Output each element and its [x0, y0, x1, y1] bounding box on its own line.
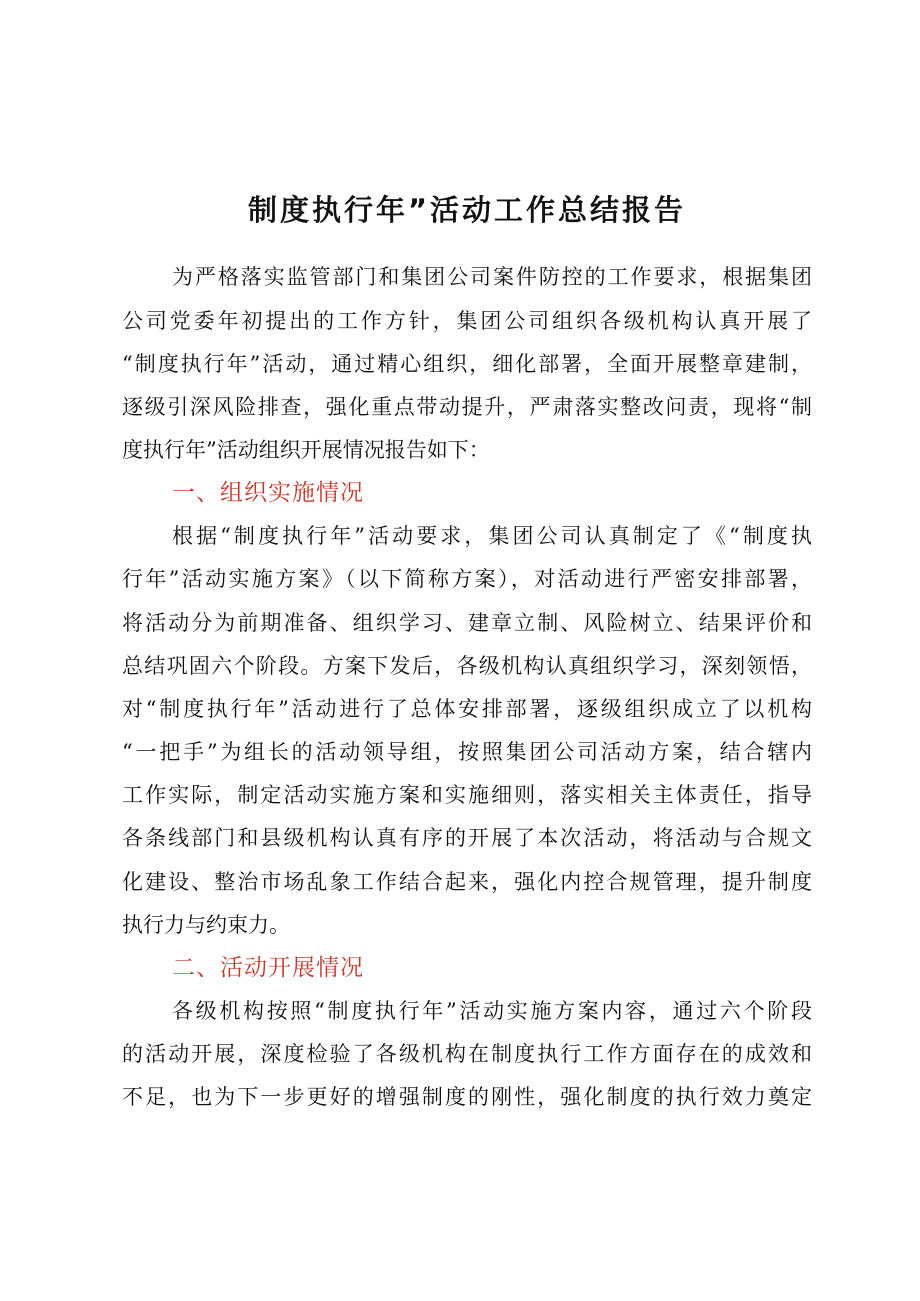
paragraph-line: 各级机构按照“制度执行年”活动实施方案内容，通过六个阶段 — [172, 999, 812, 1024]
paragraph-line: 各条线部门和县级机构认真有序的开展了本次活动，将活动与合规文 — [122, 826, 812, 851]
document-title: 制度执行年”活动工作总结报告 — [247, 193, 687, 227]
paragraph-line: 执行力与约束力。 — [122, 912, 290, 937]
paragraph-section-1 — [122, 515, 812, 947]
paragraph-line: 公司党委年初提出的工作方针，集团公司组织各级机构认真开展了 — [122, 308, 812, 333]
paragraph-section-2 — [122, 990, 812, 1119]
paragraph-intro — [122, 256, 812, 472]
paragraph-line: 不足，也为下一步更好的增强制度的刚性，强化制度的执行效力奠定 — [122, 1085, 812, 1110]
paragraph-line: 为严格落实监管部门和集团公司案件防控的工作要求，根据集团 — [172, 265, 812, 290]
paragraph-line: “一把手”为组长的活动领导组，按照集团公司活动方案，结合辖内 — [122, 740, 812, 765]
section-heading-2: 二、活动开展情况 — [172, 954, 364, 981]
paragraph-line: 将活动分为前期准备、组织学习、建章立制、风险树立、结果评价和 — [122, 610, 812, 635]
paragraph-line: “制度执行年”活动，通过精心组织，细化部署，全面开展整章建制， — [122, 351, 812, 376]
document-body — [122, 256, 812, 1119]
paragraph-line: 总结巩固六个阶段。方案下发后，各级机构认真组织学习，深刻领悟， — [122, 653, 812, 678]
paragraph-line: 化建设、整治市场乱象工作结合起来，强化内控合规管理，提升制度 — [122, 869, 812, 894]
paragraph-line: 的活动开展，深度检验了各级机构在制度执行工作方面存在的成效和 — [122, 1042, 812, 1067]
paragraph-line: 工作实际，制定活动实施方案和实施细则，落实相关主体责任，指导 — [122, 783, 812, 808]
paragraph-line: 根据“制度执行年”活动要求，集团公司认真制定了《“制度执 — [172, 524, 812, 549]
section-heading-1: 一、组织实施情况 — [172, 480, 364, 507]
paragraph-line: 度执行年”活动组织开展情况报告如下： — [122, 438, 490, 463]
paragraph-line: 逐级引深风险排查，强化重点带动提升，严肃落实整改问责，现将“制 — [122, 394, 812, 419]
paragraph-line: 行年”活动实施方案》（以下简称方案），对活动进行严密安排部署， — [122, 567, 812, 592]
paragraph-line: 对“制度执行年”活动进行了总体安排部署，逐级组织成立了以机构 — [122, 696, 812, 721]
